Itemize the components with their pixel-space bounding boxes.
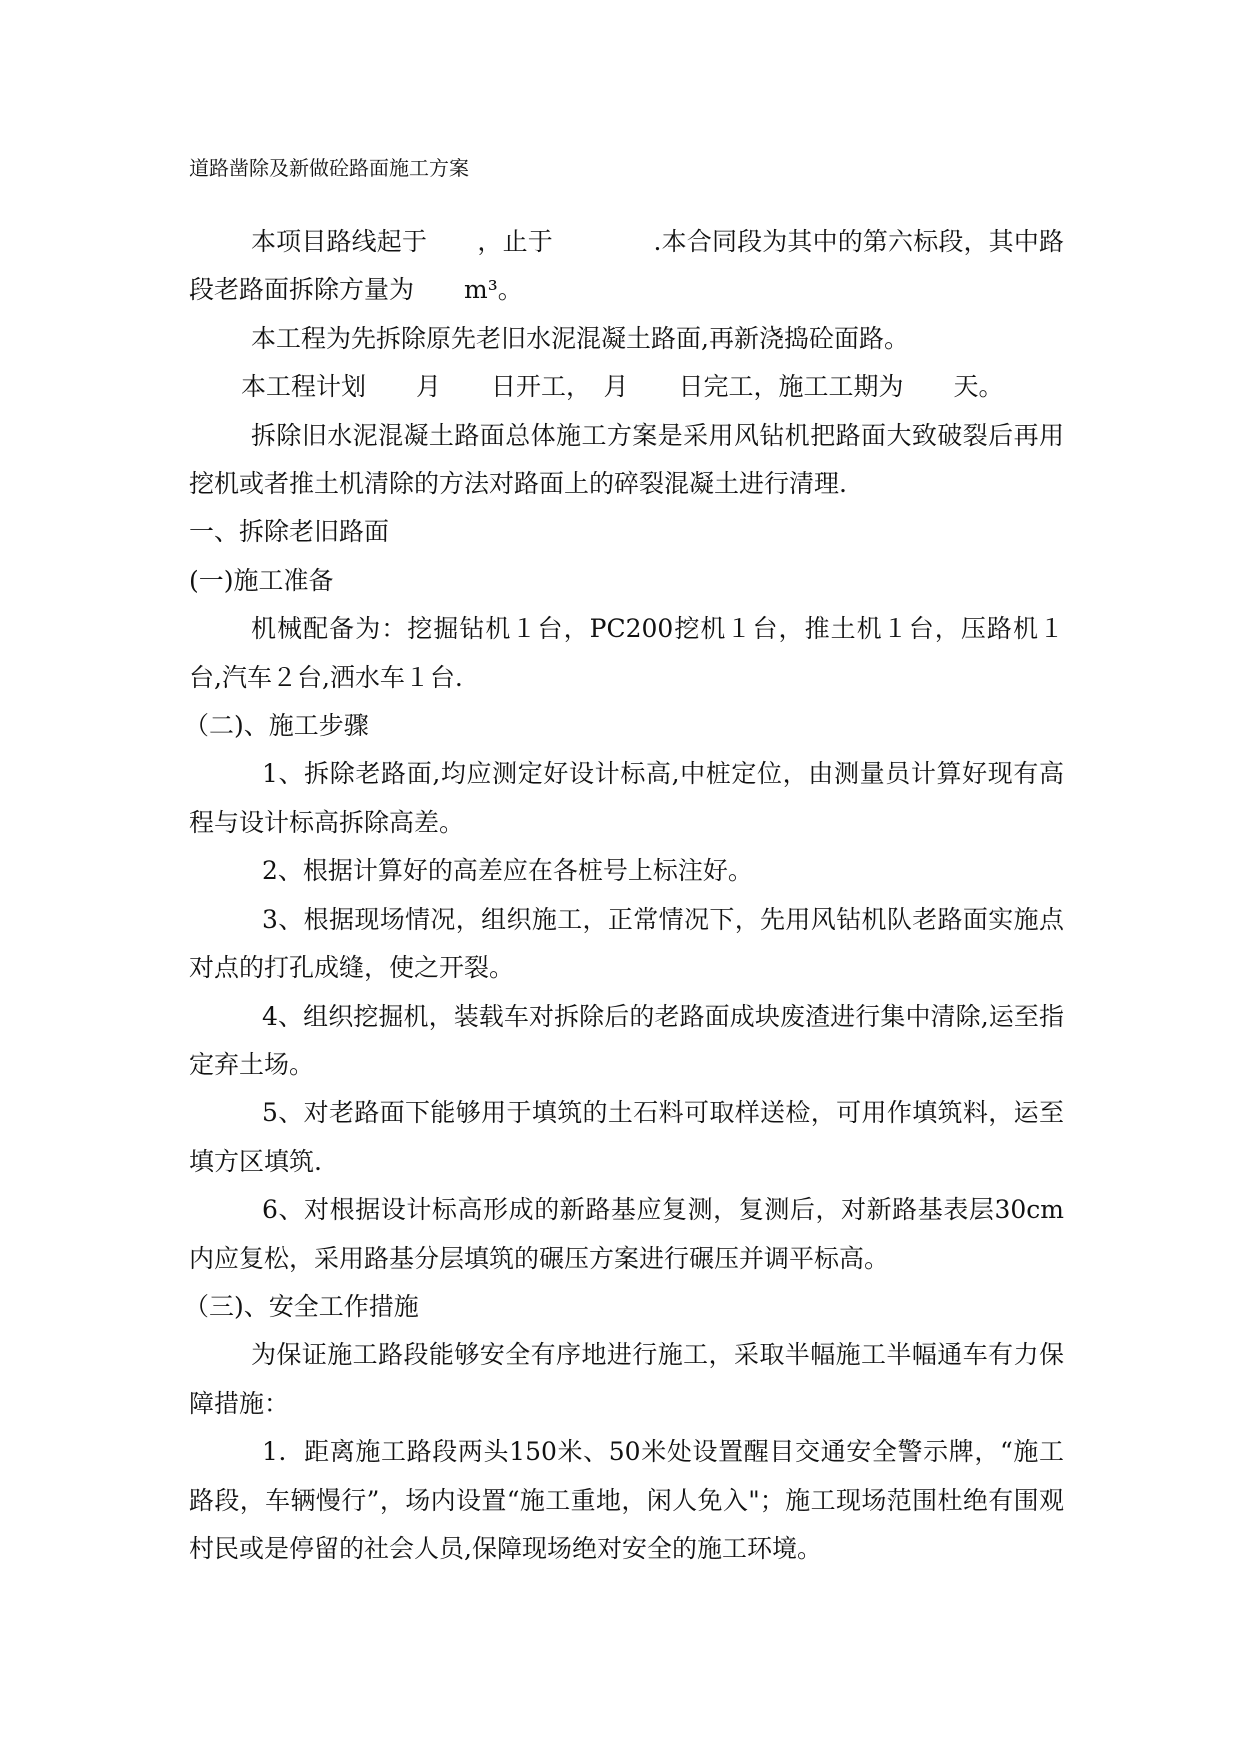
step-item-6: 6、对根据设计标高形成的新路基应复测，复测后，对新路基表层30cm内应复松，采用路基分层填筑的碾压方案进行碾压并调平标高。 — [189, 1195, 1064, 1273]
paragraph-demolition-plan: 拆除旧水泥混凝土路面总体施工方案是采用风钻机把路面大致破裂后再用挖机或者推土机清除的方法对路面上的碎裂混凝土进行清理. — [189, 420, 1064, 499]
heading-construction-prep: (一)施工准备 — [189, 565, 334, 595]
paragraph-schedule: 本工程计划 月 日开工， 月 日完工，施工工期为 天。 — [241, 372, 1004, 402]
paragraph-project-scope: 本工程为先拆除原先老旧水泥混凝土路面,再新浇捣砼面路。 — [251, 323, 909, 353]
step-item-4: 4、组织挖掘机，装载车对拆除后的老路面成块废渣进行集中清除,运至指定弃土场。 — [189, 1001, 1064, 1079]
document-body — [184, 218, 1064, 1573]
document-title: 道路凿除及新做砼路面施工方案 — [189, 156, 469, 180]
step-item-5: 5、对老路面下能够用于填筑的土石料可取样送检，可用作填筑料，运至填方区填筑. — [189, 1098, 1064, 1176]
heading-safety-measures: （三)、安全工作措施 — [184, 1291, 419, 1321]
safety-item-1: 1．距离施工路段两头150米、50米处设置醒目交通安全警示牌，“施工路段，车辆慢行”，场内设置“施工重地，闲人免入"；施工现场范围杜绝有围观村民或是停留的社会人员,保障现场绝对安全的施工环境。 — [189, 1437, 1064, 1563]
heading-construction-steps: （二)、施工步骤 — [184, 711, 369, 741]
heading-section-1: 一、拆除老旧路面 — [189, 517, 390, 547]
paragraph-project-route: 本项目路线起于 ，止于 .本合同段为其中的第六标段，其中路段老路面拆除方量为 m³。 — [189, 227, 1064, 305]
step-item-3: 3、根据现场情况，组织施工，正常情况下，先用风钻机队老路面实施点对点的打孔成缝，使之开裂。 — [189, 904, 1064, 983]
paragraph-safety-intro: 为保证施工路段能够安全有序地进行施工，采取半幅施工半幅通车有力保障措施： — [189, 1340, 1064, 1418]
step-item-2: 2、根据计算好的高差应在各桩号上标注好。 — [262, 856, 753, 886]
step-item-1: 1、拆除老路面,均应测定好设计标高,中桩定位，由测量员计算好现有高程与设计标高拆除高差。 — [189, 759, 1064, 837]
paragraph-machinery: 机械配备为：挖掘钻机１台，PC200挖机１台，推土机１台，压路机１台,汽车２台,洒水车１台. — [189, 614, 1064, 692]
